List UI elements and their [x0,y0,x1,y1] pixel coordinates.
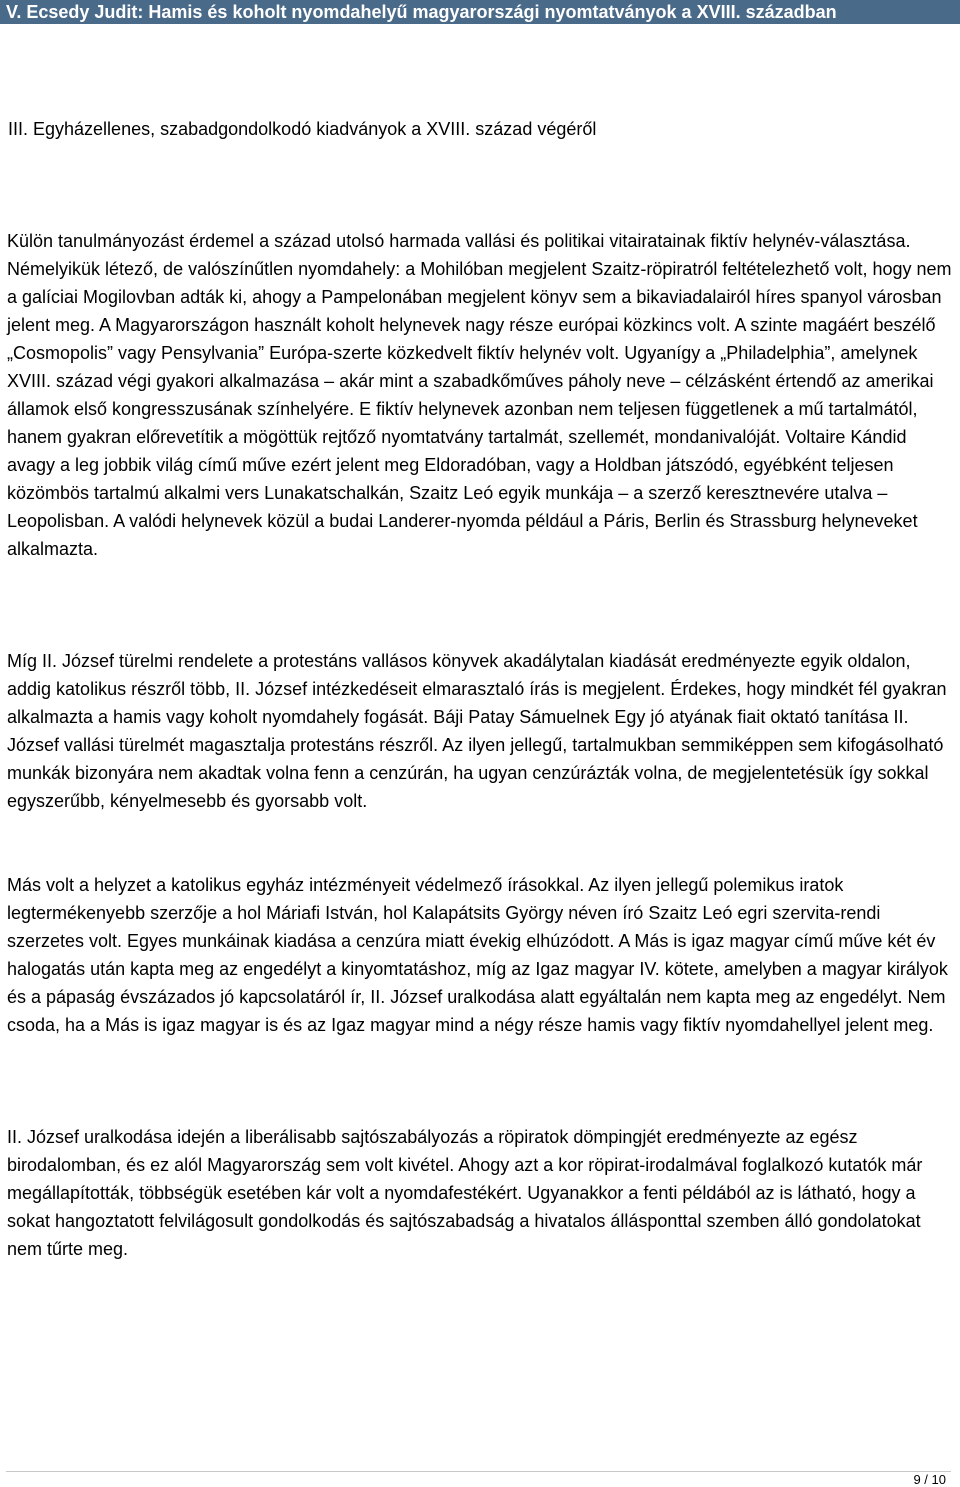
section-heading: III. Egyházellenes, szabadgondolkodó kiadványok a XVIII. század végéről [8,119,597,139]
page-header-bar [0,0,960,24]
paragraph-1: Külön tanulmányozást érdemel a század utolsó harmada vallási és politikai vitairatainak fiktív helynév-választása. Némelyikük létező, de valószínűtlen nyomdahely: a Mohilóban megjelent Szaitz-röpiratról feltételezhető volt, hogy nem a galíciai Mogilovban adták ki, ahogy a Pampelonában megjelent könyv sem a bikaviadalairól híres spanyol városban jelent meg. A Magyarországon használt koholt helynevek nagy része európai közkincs volt. A szinte magáért beszélő „Cosmopolis” vagy Pensylvania” Európa-szerte közkedvelt fiktív helynév volt. Ugyanígy a „Philadelphia”, amelynek XVIII. század végi gyakori alkalmazása – akár mint a szabadkőműves páholy neve – célzásként értendő az amerikai államok első kongresszusának színhelyére. E fiktív helynevek azonban nem teljesen függetlenek a mű tartalmától, hanem gyakran előrevetítik a mögöttük rejtőző nyomtatvány tartalmát, szellemét, mondanivalóját. Voltaire Kándid avagy a leg jobbik világ című műve ezért jelent meg Eldoradóban, vagy a Holdban játszódó, egyébként teljesen közömbös tartalmú alkalmi vers Lunakatschalkán, Szaitz Leó egyik munkája – a szerző keresztnevére utalva – Leopolisban. A valódi helynevek közül a budai Landerer-nyomda például a Páris, Berlin és Strassburg helyneveket alkalmazta. [7,231,952,559]
page-number: 9 / 10 [913,1472,946,1487]
paragraph-3: Más volt a helyzet a katolikus egyház intézményeit védelmező írásokkal. Az ilyen jellegű polemikus iratok legtermékenyebb szerzője a hol Máriafi István, hol Kalapátsits György néven író Szaitz Leó egri szervita-rendi szerzetes volt. Egyes munkáinak kiadása a cenzúra miatt évekig elhúzódott. A Más is igaz magyar című műve két év halogatás után kapta meg az engedélyt a kinyomtatáshoz, míg az Igaz magyar IV. kötete, amelyben a magyar királyok és a pápaság évszázados jó kapcsolatáról ír, II. József uralkodása alatt egyáltalán nem kapta meg az engedélyt. Nem csoda, ha a Más is igaz magyar is és az Igaz magyar mind a négy része hamis vagy fiktív nyomdahellyel jelent meg. [7,875,948,1035]
document-title: V. Ecsedy Judit: Hamis és koholt nyomdahelyű magyarországi nyomtatványok a XVIII. században [6,2,837,22]
paragraph-2: Míg II. József türelmi rendelete a protestáns vallásos könyvek akadálytalan kiadását eredményezte egyik oldalon, addig katolikus részről több, II. József intézkedéseit elmarasztaló írás is megjelent. Érdekes, hogy mindkét fél gyakran alkalmazta a hamis vagy koholt nyomdahely fogását. Báji Patay Sámuelnek Egy jó atyának fiait oktató tanítása II. József vallási türelmét magasztalja protestáns részről. Az ilyen jellegű, tartalmukban semmiképpen sem kifogásolható munkák bizonyára nem akadtak volna fenn a cenzúrán, ha ugyan cenzúrázták volna, de megjelentetésük így sokkal egyszerűbb, kényelmesebb és gyorsabb volt. [7,651,947,811]
paragraph-4: II. József uralkodása idején a liberálisabb sajtószabályozás a röpiratok dömpingjét eredményezte az egész birodalomban, és ez alól Magyarország sem volt kivétel. Ahogy azt a kor röpirat-irodalmával foglalkozó kutatók már megállapították, többségük esetében kár volt a nyomdafestékért. Ugyanakkor a fenti példából az is látható, hogy a sokat hangoztatott felvilágosult gondolkodás és sajtószabadság a hivatalos állásponttal szemben álló gondolatokat nem tűrte meg. [7,1127,923,1259]
footer-divider [6,1471,951,1472]
